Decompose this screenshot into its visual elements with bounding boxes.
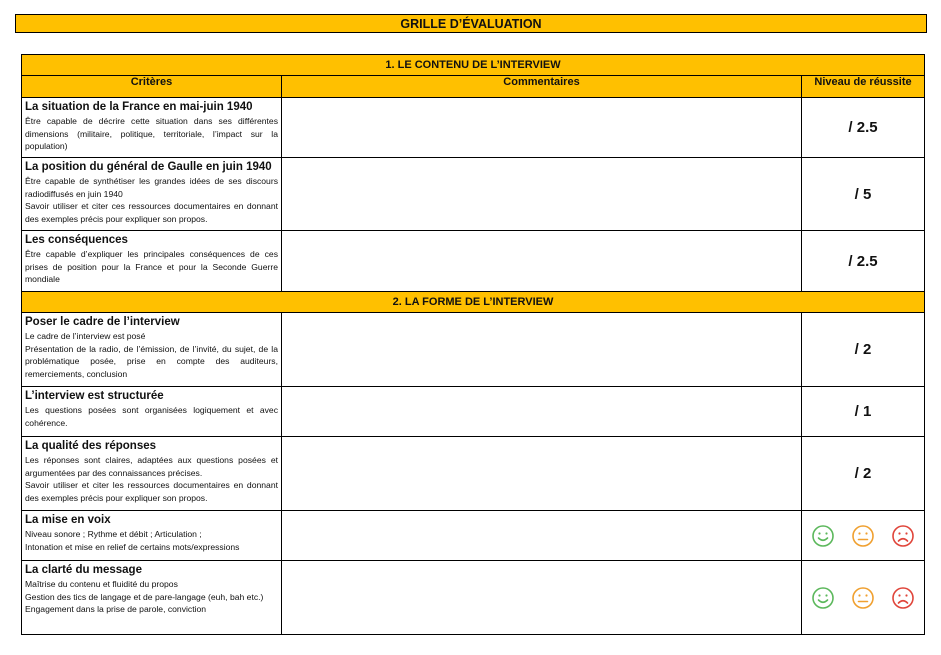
criterion-description [25,330,278,380]
score-cell: / 2 [802,437,925,511]
description-line: Savoir utiliser et citer ces ressources documentaires en donnant des exemples précis pour expliquer son propos. [25,201,278,224]
criterion-row [22,561,925,635]
criterion-cell [22,437,282,511]
section-2-header [22,292,925,313]
criterion-title: La position du général de Gaulle en juin 1940 [25,161,272,173]
score-cell: / 1 [802,387,925,437]
column-headers [22,76,925,98]
criterion-cell [22,158,282,231]
comment-cell[interactable] [282,387,802,437]
description-line: Présentation de la radio, de l’émission, de l’invité, du sujet, de la problématique posée, prise en compte des auditeurs, remerciements, conclusion [25,343,278,379]
smiley-neutral-icon[interactable] [851,524,875,548]
comment-cell[interactable] [282,98,802,158]
level-header: Niveau de réussite [802,76,925,98]
comment-cell[interactable] [282,437,802,511]
criterion-row [22,231,925,292]
criterion-row [22,158,925,231]
score-cell: / 2.5 [802,98,925,158]
smiley-sad-icon[interactable] [891,586,915,610]
description-line: Maîtrise du contenu et fluidité du propos [25,579,178,589]
criteria-header: Critères [22,76,282,98]
criterion-description [25,528,278,553]
description-line: Le cadre de l’interview est posé [25,331,146,341]
description-line: Engagement dans la prise de parole, conviction [25,604,207,614]
criterion-title: Les conséquences [25,234,128,246]
comment-cell[interactable] [282,313,802,387]
smiley-neutral-icon[interactable] [851,586,875,610]
smiley-sad-icon[interactable] [891,524,915,548]
comment-cell[interactable] [282,561,802,635]
description-line: Être capable de synthétiser les grandes idées de ses discours radiodiffusés en juin 1940 [25,176,278,199]
criterion-title: La situation de la France en mai-juin 1940 [25,101,253,113]
comment-cell[interactable] [282,231,802,292]
criterion-description [25,248,278,286]
criterion-row [22,313,925,387]
comments-header: Commentaires [282,76,802,98]
criterion-title: L’interview est structurée [25,390,164,402]
page-title: GRILLE D’ÉVALUATION [15,14,927,33]
description-line: Savoir utiliser et citer les ressources documentaires en donnant des exemples précis pour expliquer son propos. [25,480,278,503]
description-line: Intonation et mise en relief de certains mots/expressions [25,541,240,552]
criterion-row [22,98,925,158]
description-line: Les questions posées sont organisées logiquement et avec cohérence. [25,405,278,428]
criterion-title: La clarté du message [25,564,142,576]
description-line: Être capable d’expliquer les principales conséquences de ces prises de position pour la France et pour la Seconde Guerre mondiale [25,249,278,284]
criterion-title: La qualité des réponses [25,440,157,452]
criterion-description [25,578,278,616]
smiley-happy-icon[interactable] [811,586,835,610]
criterion-cell [22,511,282,561]
description-line: Gestion des tics de langage et de pare-langage (euh, bah etc.) [25,591,264,602]
section-1-title: 1. LE CONTENU DE L’INTERVIEW [22,55,925,76]
comment-cell[interactable] [282,158,802,231]
comment-cell[interactable] [282,511,802,561]
description-line: Être capable de décrire cette situation dans ses différentes dimensions (militaire, politique, territoriale, l’impact sur la population) [25,116,278,151]
criterion-row [22,387,925,437]
criterion-cell [22,231,282,292]
criterion-description [25,454,278,504]
description-line: Niveau sonore ; Rythme et débit ; Articulation ; [25,529,202,539]
criterion-description [25,115,278,153]
evaluation-grid [21,54,925,635]
criterion-cell [22,387,282,437]
criterion-description [25,175,278,225]
criterion-cell [22,98,282,158]
score-cell: / 2 [802,313,925,387]
criterion-description [25,404,278,429]
section-2-title: 2. LA FORME DE L’INTERVIEW [22,292,925,313]
criterion-row [22,511,925,561]
section-1-header [22,55,925,76]
description-line: Les réponses sont claires, adaptées aux questions posées et argumentées par des connaissances précises. [25,455,278,478]
criterion-cell [22,313,282,387]
criterion-title: Poser le cadre de l’interview [25,316,180,328]
criterion-cell [22,561,282,635]
criterion-title: La mise en voix [25,514,111,526]
score-cell: / 2.5 [802,231,925,292]
smiley-rating-cell [802,511,925,561]
criterion-row [22,437,925,511]
score-cell: / 5 [802,158,925,231]
smiley-happy-icon[interactable] [811,524,835,548]
smiley-rating-cell [802,561,925,635]
